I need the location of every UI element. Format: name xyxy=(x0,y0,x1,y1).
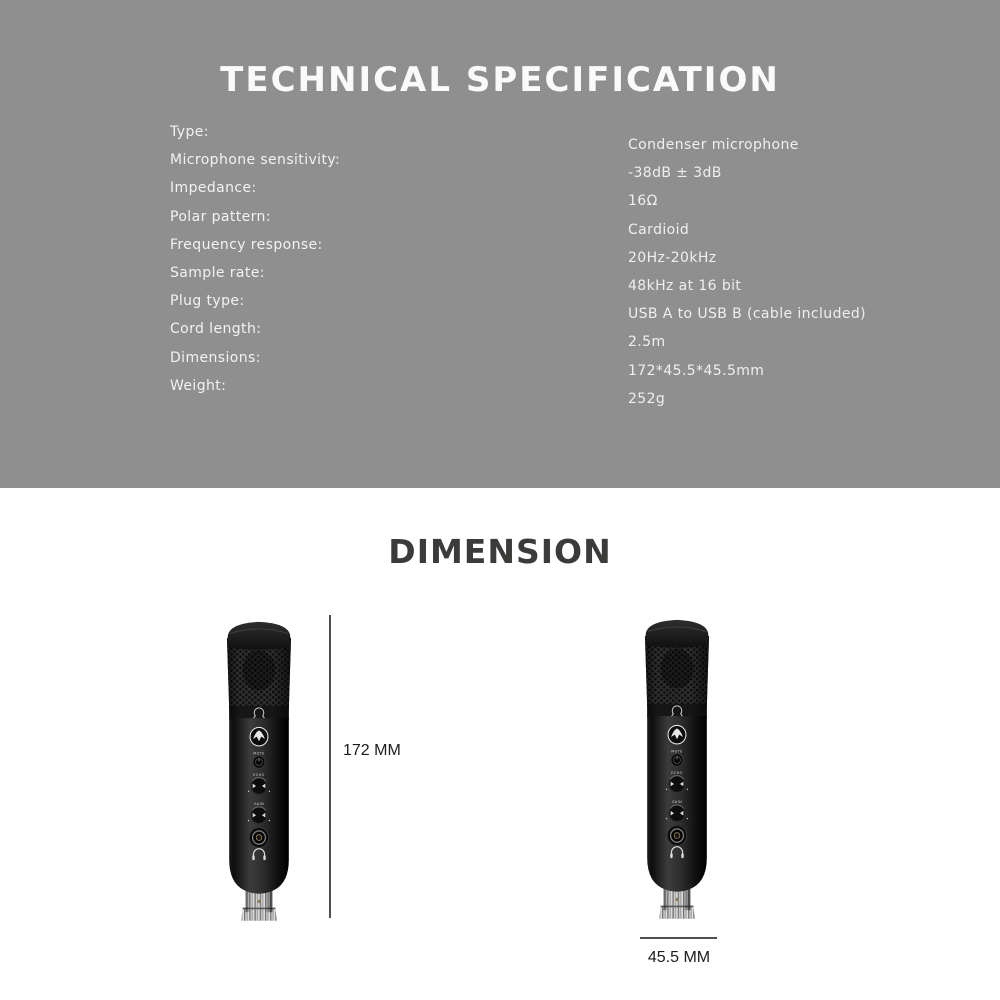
spec-table xyxy=(170,124,867,407)
spec-value: 252g xyxy=(628,390,666,407)
microphone-side-image xyxy=(636,613,718,921)
height-dimension-line xyxy=(329,615,331,918)
spec-label: Frequency response: xyxy=(170,236,323,253)
microphone-front-image xyxy=(218,615,300,923)
spec-row xyxy=(170,180,860,208)
spec-row xyxy=(170,265,860,293)
spec-row xyxy=(170,321,860,349)
spec-label: Cord length: xyxy=(170,321,262,338)
section-title-dimension: DIMENSION xyxy=(388,532,612,571)
spec-row xyxy=(170,124,860,152)
spec-label: Plug type: xyxy=(170,293,245,310)
section-title-technical-specification: TECHNICAL SPECIFICATION xyxy=(220,60,780,100)
spec-value: 48kHz at 16 bit xyxy=(628,277,742,294)
width-dimension-label: 45.5 MM xyxy=(647,949,711,966)
spec-row xyxy=(170,209,860,237)
spec-value: 172*45.5*45.5mm xyxy=(628,362,765,379)
spec-value: Cardioid xyxy=(628,221,690,238)
spec-row xyxy=(170,293,867,323)
spec-row xyxy=(170,350,860,378)
spec-label: Type: xyxy=(170,124,209,140)
spec-label: Microphone sensitivity: xyxy=(170,152,341,169)
width-dimension-line xyxy=(640,937,717,939)
spec-label: Polar pattern: xyxy=(170,208,271,225)
technical-specification-section xyxy=(0,0,1000,488)
spec-row xyxy=(170,152,860,180)
spec-label: Impedance: xyxy=(170,180,257,197)
spec-label: Sample rate: xyxy=(170,264,265,281)
spec-value: USB A to USB B (cable included) xyxy=(628,306,867,323)
spec-value: 2.5m xyxy=(628,334,666,351)
spec-row xyxy=(170,378,860,406)
spec-value: 20Hz-20kHz xyxy=(628,249,717,266)
spec-label: Dimensions: xyxy=(170,349,261,366)
height-dimension-label: 172 MM xyxy=(343,742,401,759)
spec-row xyxy=(170,237,860,265)
spec-label: Weight: xyxy=(170,377,227,394)
dimension-section xyxy=(0,488,1000,1000)
spec-value: 16Ω xyxy=(628,193,658,210)
spec-value: -38dB ± 3dB xyxy=(628,165,722,182)
spec-value: Condenser microphone xyxy=(628,137,799,153)
